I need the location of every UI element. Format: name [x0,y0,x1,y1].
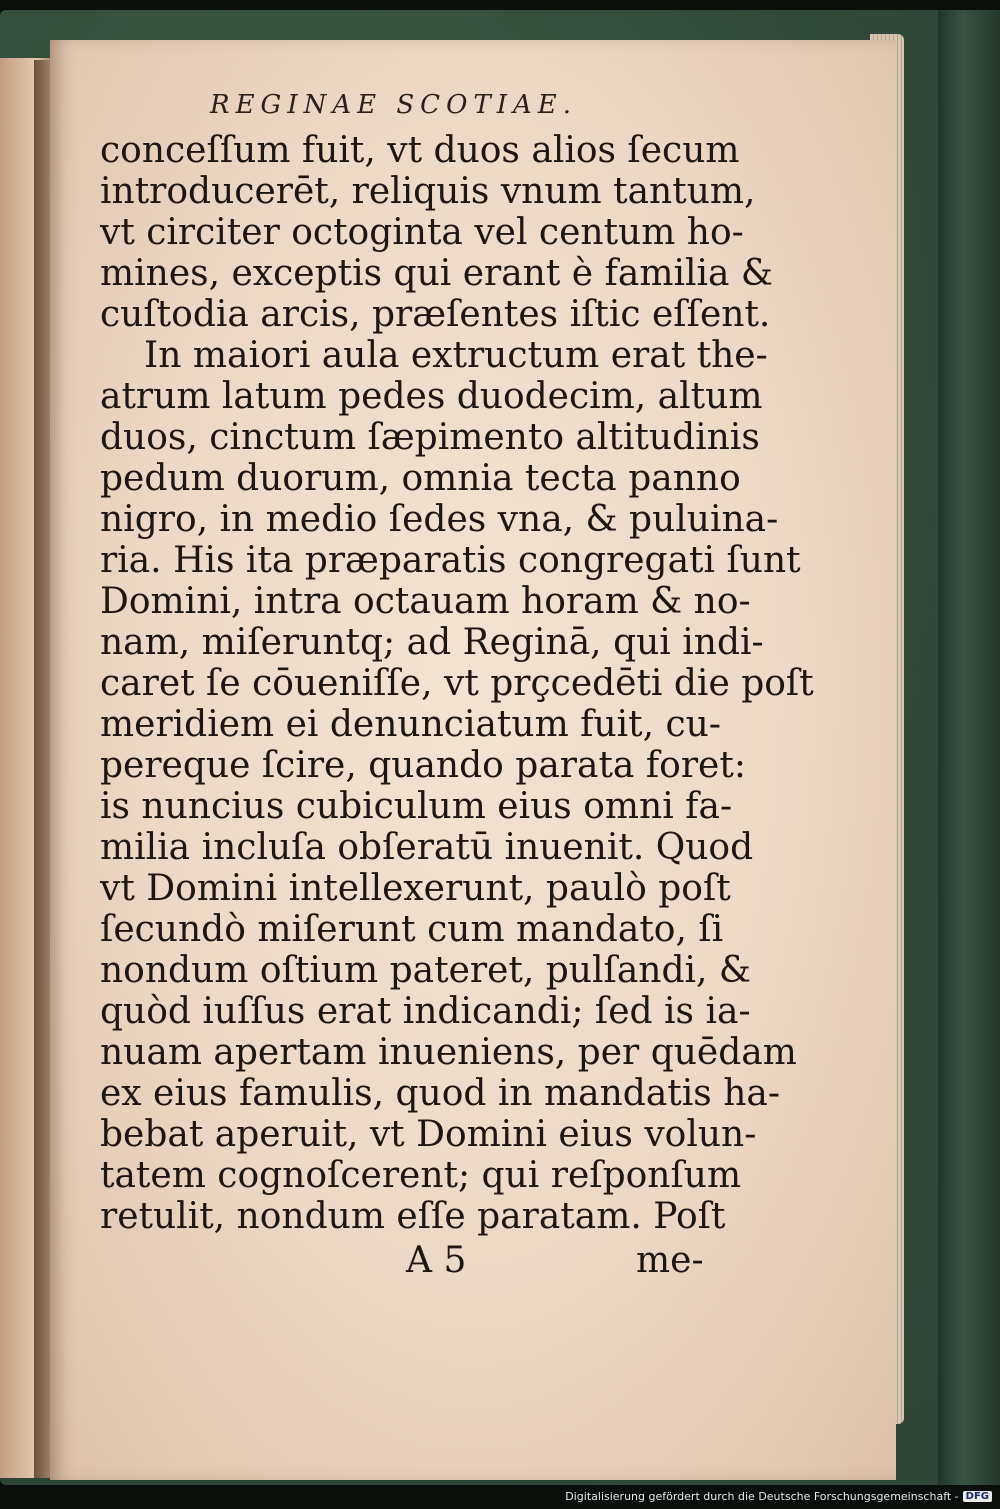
text-line: tatem cognoſcerent; qui reſponſum [100,1155,742,1196]
text-line: atrum latum pedes duodecim, altum [100,376,763,417]
text-line: ria. His ita præparatis congregati ſunt [100,540,801,581]
text-line: retulit, nondum eſſe paratam. Poſt [100,1196,726,1237]
cover-edge [938,10,1000,1485]
text-line: pereque ſcire, quando parata foret: [100,745,746,786]
text-line: milia incluſa obſeratū inuenit. Quod [100,827,754,868]
text-line: In maiori aula extructum erat the- [144,335,768,376]
credit-text: Digitalisierung gefördert durch die Deutsche Forschungsgemeinschaft - [565,1490,959,1503]
digitization-credit [565,1490,992,1503]
text-line: vt circiter octoginta vel centum ho- [100,212,744,253]
text-line: meridiem ei denunciatum fuit, cu- [100,704,722,745]
dfg-logo: DFG [963,1491,992,1502]
signature-mark: A 5 [406,1240,467,1281]
book-page [50,40,896,1480]
text-line: nuam apertam inueniens, per quēdam [100,1032,797,1073]
text-line: cuſtodia arcis, præſentes iſtic eſſent. [100,294,771,335]
text-line: nigro, in medio ſedes vna, & puluina- [100,499,779,540]
catchword: me- [636,1240,704,1281]
text-line: is nuncius cubiculum eius omni fa- [100,786,733,827]
text-line: ex eius famulis, quod in mandatis ha- [100,1073,781,1114]
text-line: bebat aperuit, vt Domini eius volun- [100,1114,757,1155]
text-line: pedum duorum, omnia tecta panno [100,458,741,499]
body-text [100,130,814,1237]
text-line: nondum oſtium pateret, pulſandi, & [100,950,751,991]
text-line: caret ſe cōueniſſe, vt prçcedēti die poſt [100,663,814,704]
text-line: Domini, intra octauam horam & no- [100,581,751,622]
text-line: nam, miſeruntq; ad Reginā, qui indi- [100,622,764,663]
text-line: quòd iuſſus erat indicandi; ſed is ia- [100,991,751,1032]
text-line: introducerēt, reliquis vnum tantum, [100,171,756,212]
text-line: duos, cinctum ſæpimento altitudinis [100,417,760,458]
text-line: ſecundò miſerunt cum mandato, ſi [100,909,724,950]
text-line: mines, exceptis qui erant è familia & [100,253,773,294]
text-line: vt Domini intellexerunt, paulò poſt [100,868,731,909]
running-head: REGINAE SCOTIAE. [210,90,578,120]
text-line: conceſſum fuit, vt duos alios ſecum [100,130,740,171]
